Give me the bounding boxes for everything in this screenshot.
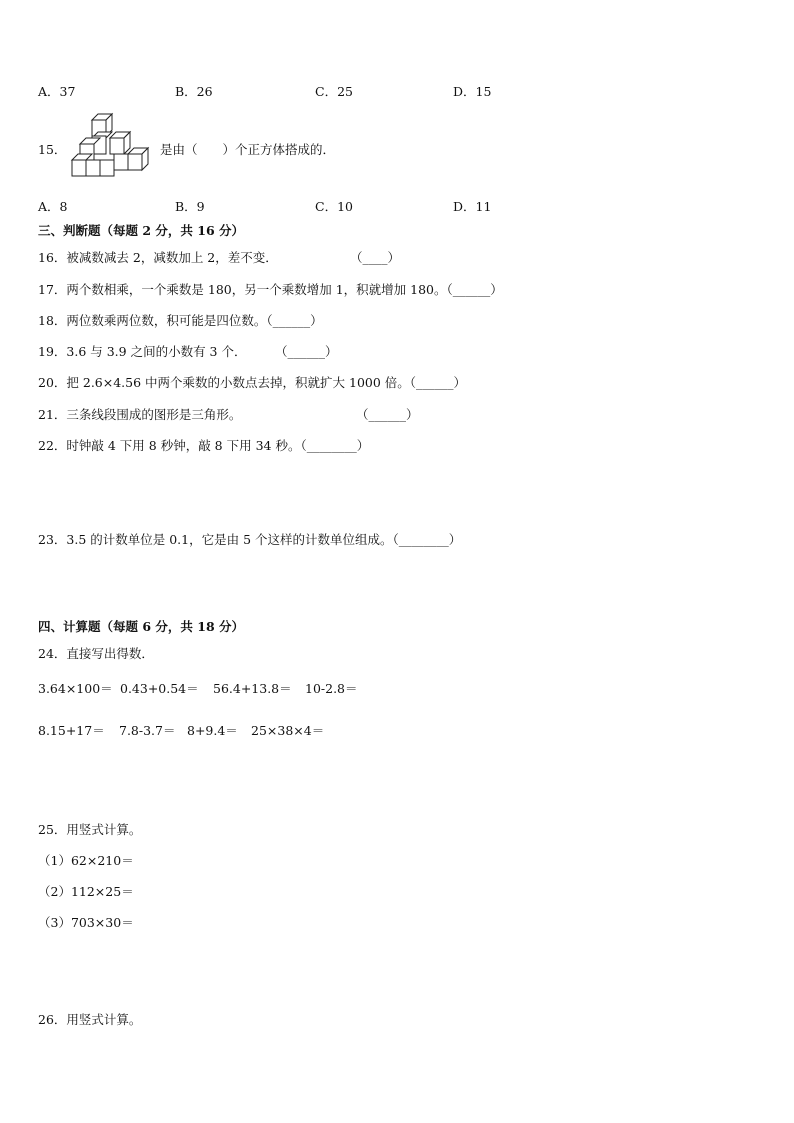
question-number: 15． — [38, 142, 67, 157]
option-a: A．8 — [38, 199, 68, 214]
option-c: C．10 — [315, 199, 353, 214]
calc-item: 8.15+17＝ — [38, 723, 105, 738]
question-18: 18．两位数乘两位数，积可能是四位数。（______） — [38, 313, 323, 328]
question-25: 25．用竖式计算。 — [38, 822, 142, 837]
question-17: 17．两个数相乘，一个乘数是 180，另一个乘数增加 1，积就增加 180。（______） — [38, 282, 503, 297]
option-b: B．26 — [175, 84, 213, 99]
section-heading: 三、判断题（每题 2 分，共 16 分） — [38, 223, 245, 238]
answer-blank: （______） — [356, 407, 419, 422]
question-26: 26．用竖式计算。 — [38, 1012, 142, 1027]
sub-question: （1）62×210＝ — [38, 853, 134, 868]
question-20: 20．把 2.6×4.56 中两个乘数的小数点去掉，积就扩大 1000 倍。（______） — [38, 375, 467, 390]
option-d: D．15 — [453, 84, 492, 99]
option-c: C．25 — [315, 84, 353, 99]
option-d: D．11 — [453, 199, 492, 214]
answer-blank: （______） — [275, 344, 338, 359]
section-heading: 四、计算题（每题 6 分，共 18 分） — [38, 619, 245, 634]
question-23: 23．3.5 的计数单位是 0.1，它是由 5 个这样的计数单位组成。（________） — [38, 532, 462, 547]
cube-stack-figure — [66, 112, 152, 184]
question-22: 22．时钟敲 4 下用 8 秒钟，敲 8 下用 34 秒。（________） — [38, 438, 370, 453]
sub-question: （2）112×25＝ — [38, 884, 134, 899]
question-text: 是由（ ）个正方体搭成的． — [160, 142, 336, 157]
calc-item: 56.4+13.8＝ — [213, 681, 292, 696]
calc-item: 8+9.4＝ — [187, 723, 238, 738]
calc-item: 10-2.8＝ — [305, 681, 358, 696]
calc-item: 25×38×4＝ — [251, 723, 325, 738]
question-24: 24．直接写出得数． — [38, 646, 154, 661]
option-a: A．37 — [38, 84, 76, 99]
answer-blank: （____） — [350, 250, 401, 265]
question-19: 19．3.6 与 3.9 之间的小数有 3 个． — [38, 344, 247, 359]
calc-item: 7.8-3.7＝ — [119, 723, 176, 738]
option-b: B．9 — [175, 199, 205, 214]
question-16: 16．被减数减去 2，减数加上 2，差不变． — [38, 250, 278, 265]
sub-question: （3）703×30＝ — [38, 915, 134, 930]
question-21: 21．三条线段围成的图形是三角形。 — [38, 407, 242, 422]
calc-item: 0.43+0.54＝ — [120, 681, 199, 696]
calc-item: 3.64×100＝ — [38, 681, 113, 696]
